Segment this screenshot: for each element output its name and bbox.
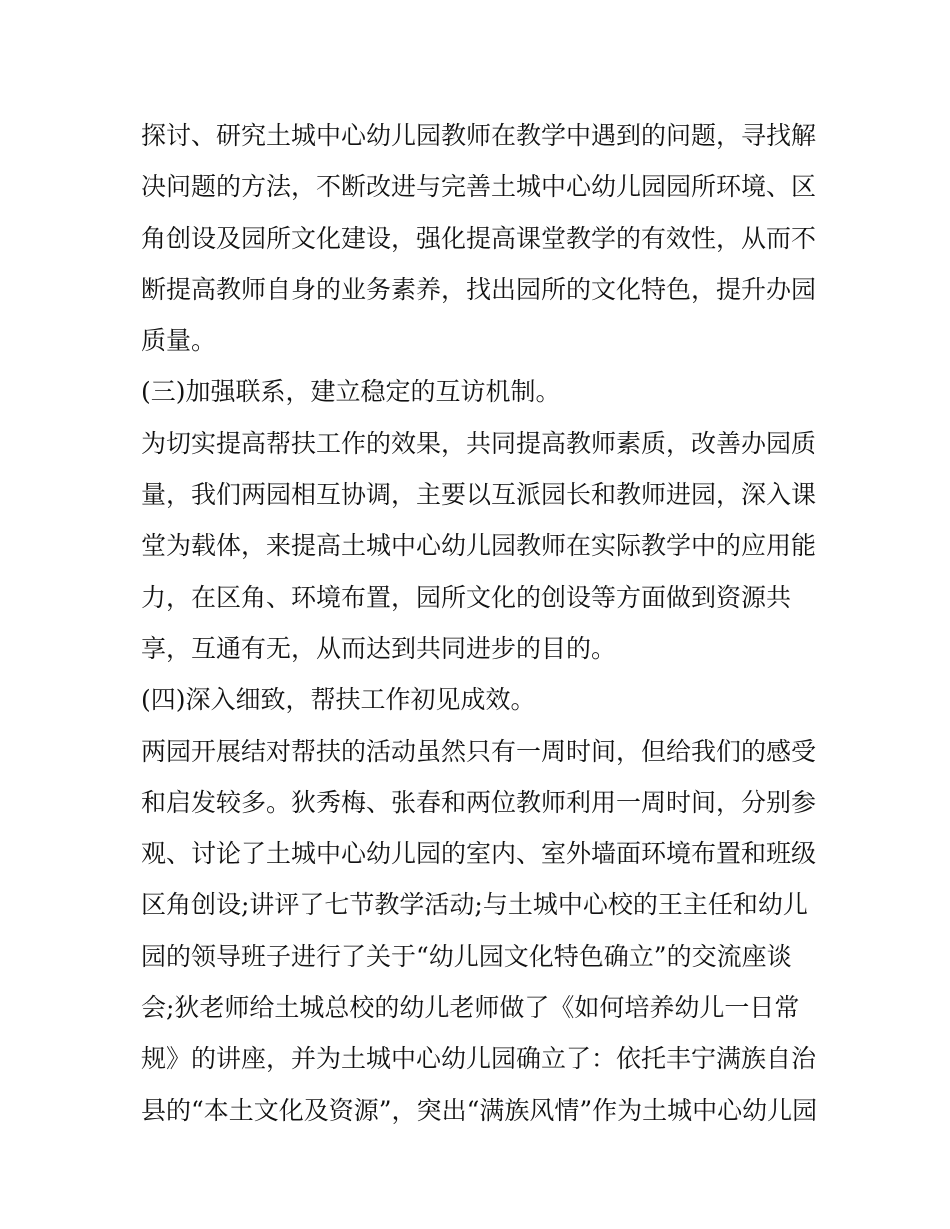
text-line: 堂为载体，来提高土城中心幼儿园教师在实际教学中的应用能 — [141, 531, 817, 561]
text-line: 量，我们两园相互协调，主要以互派园长和教师进园，深入课 — [141, 480, 817, 510]
text-line: 县的“本土文化及资源”，突出“满族风情”作为土城中心幼儿园 — [141, 1095, 818, 1125]
text-line: 规》的讲座，并为土城中心幼儿园确立了：依托丰宁满族自治 — [141, 1044, 817, 1074]
text-line: 质量。 — [141, 326, 217, 356]
text-line: 和启发较多。狄秀梅、张春和两位教师利用一周时间，分别参 — [141, 787, 817, 817]
text-line: 区角创设;讲评了七节教学活动;与土城中心校的王主任和幼儿 — [141, 890, 808, 920]
text-line: 享，互通有无，从而达到共同进步的目的。 — [141, 633, 617, 663]
text-line: 探讨、研究土城中心幼儿园教师在教学中遇到的问题，寻找解 — [141, 121, 817, 150]
text-line: 观、讨论了土城中心幼儿园的室内、室外墙面环境布置和班级 — [141, 839, 817, 869]
section-heading-4: (四)深入细致，帮扶工作初见成效。 — [141, 685, 536, 715]
section-heading-3: (三)加强联系，建立稳定的互访机制。 — [141, 377, 561, 407]
body-text — [141, 110, 821, 1136]
text-line: 会;狄老师给土城总校的幼儿老师做了《如何培养幼儿一日常 — [141, 993, 800, 1023]
text-line: 为切实提高帮扶工作的效果，共同提高教师素质，改善办园质 — [141, 428, 817, 458]
text-line: 两园开展结对帮扶的活动虽然只有一周时间，但给我们的感受 — [141, 736, 817, 766]
text-line: 决问题的方法，不断改进与完善土城中心幼儿园园所环境、区 — [141, 172, 817, 202]
text-line: 断提高教师自身的业务素养，找出园所的文化特色，提升办园 — [141, 274, 817, 304]
text-line: 园的领导班子进行了关于“幼儿园文化特色确立”的交流座谈 — [141, 941, 792, 971]
text-line: 力，在区角、环境布置，园所文化的创设等方面做到资源共 — [141, 582, 792, 612]
text-line: 角创设及园所文化建设，强化提高课堂教学的有效性，从而不 — [141, 223, 817, 253]
